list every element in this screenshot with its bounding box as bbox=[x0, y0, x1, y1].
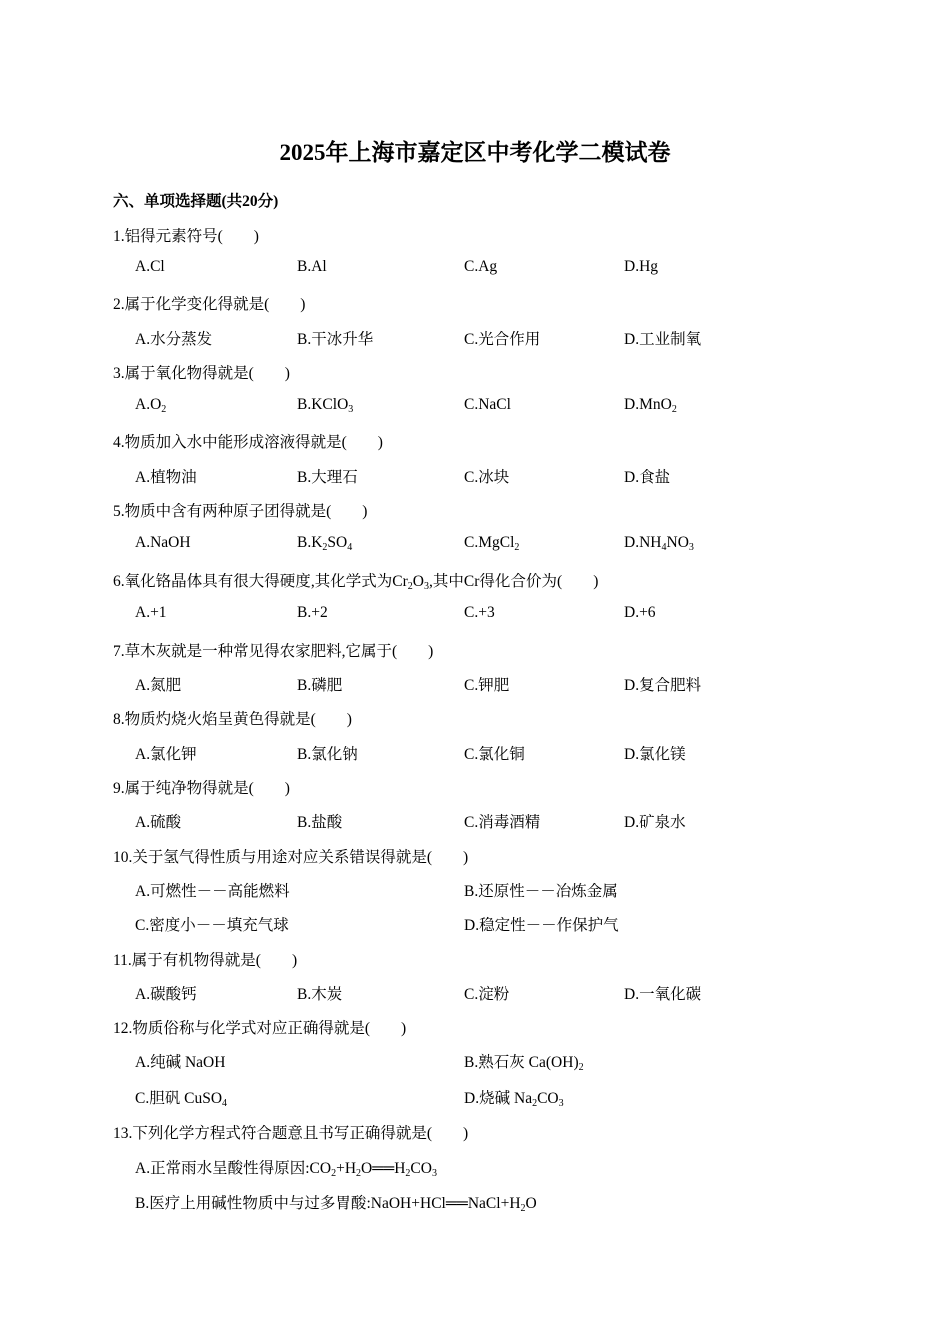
question-4-option-a: A.植物油 bbox=[135, 469, 197, 486]
question-6-option-b: B.+2 bbox=[297, 604, 328, 621]
question-3-option-c: C.NaCl bbox=[464, 396, 511, 413]
question-12-option-a: A.纯碱 NaOH bbox=[135, 1054, 226, 1071]
question-9-option-c: C.消毒酒精 bbox=[464, 814, 541, 831]
question-11-option-d: D.一氧化碳 bbox=[624, 986, 702, 1003]
question-13-option-b: B.医疗上用碱性物质中与过多胃酸$:NaOH+HCl══NaCl+H_2O$ bbox=[135, 1195, 537, 1214]
question-7-option-c: C.钾肥 bbox=[464, 677, 510, 694]
question-3-option-a: $A.O_2$ bbox=[135, 396, 167, 415]
question-6-option-d: D.+6 bbox=[624, 604, 656, 621]
question-4-option-b: B.大理石 bbox=[297, 469, 358, 486]
question-11-option-a: A.碳酸钙 bbox=[135, 986, 197, 1003]
question-13-stem: 13.下列化学方程式符合题意且书写正确得就是( ) bbox=[113, 1125, 469, 1142]
question-2-option-c: C.光合作用 bbox=[464, 331, 541, 348]
question-5-options bbox=[135, 534, 855, 556]
question-8-option-d: D.氯化镁 bbox=[624, 746, 686, 763]
question-12-options-row-1 bbox=[135, 1050, 855, 1072]
question-12-stem: 12.物质俗称与化学式对应正确得就是( ) bbox=[113, 1020, 407, 1037]
question-4-stem: 4.物质加入水中能形成溶液得就是( ) bbox=[113, 434, 383, 451]
question-2-options bbox=[135, 327, 855, 349]
question-10-option-b: B.还原性－－冶炼金属 bbox=[464, 883, 618, 900]
question-5-option-d: $D.NH_4NO_3$ bbox=[624, 534, 694, 553]
question-5-option-a: A.NaOH bbox=[135, 534, 191, 551]
question-4-option-d: D.食盐 bbox=[624, 469, 671, 486]
question-5-option-c: C.MgCl$_2$ bbox=[464, 534, 520, 553]
question-7-stem: 7.草木灰就是一种常见得农家肥料,它属于( ) bbox=[113, 643, 434, 660]
question-9-option-a: A.硫酸 bbox=[135, 814, 182, 831]
question-8-option-a: A.氯化钾 bbox=[135, 746, 197, 763]
question-3-option-b: B.KClO$_3$ bbox=[297, 396, 354, 415]
question-3-options bbox=[135, 396, 855, 418]
question-9-options bbox=[135, 810, 855, 832]
question-10-stem: 10.关于氢气得性质与用途对应关系错误得就是( ) bbox=[113, 849, 469, 866]
question-1-option-c: C.Ag bbox=[464, 258, 498, 275]
question-12-option-b: B.熟石灰 $Ca(OH)_2$ bbox=[464, 1054, 584, 1073]
question-10-option-c: C.密度小－－填充气球 bbox=[135, 917, 289, 934]
question-12-options-row-2 bbox=[135, 1086, 855, 1108]
question-8-option-c: C.氯化铜 bbox=[464, 746, 525, 763]
question-2-option-d: D.工业制氧 bbox=[624, 331, 702, 348]
question-9-option-b: B.盐酸 bbox=[297, 814, 343, 831]
question-10-option-a: A.可燃性－－高能燃料 bbox=[135, 883, 290, 900]
question-13-option-a: A.正常雨水呈酸性得原因$:CO_2+H_2O══H_2CO_3$ bbox=[135, 1160, 437, 1179]
question-4-option-c: C.冰块 bbox=[464, 469, 510, 486]
question-7-options bbox=[135, 673, 855, 695]
question-7-option-b: B.磷肥 bbox=[297, 677, 343, 694]
question-8-option-b: B.氯化钠 bbox=[297, 746, 358, 763]
question-10-options-row-2 bbox=[135, 913, 855, 935]
question-4-options bbox=[135, 465, 855, 487]
section-heading: 六、单项选择题(共20分) bbox=[113, 193, 279, 210]
question-11-options bbox=[135, 982, 855, 1004]
question-1-option-d: D.Hg bbox=[624, 258, 659, 275]
question-9-stem: 9.属于纯净物得就是( ) bbox=[113, 780, 290, 797]
question-11-stem: 11.属于有机物得就是( ) bbox=[113, 952, 298, 969]
question-1-options bbox=[135, 258, 855, 280]
question-2-option-b: B.干冰升华 bbox=[297, 331, 374, 348]
question-7-option-d: D.复合肥料 bbox=[624, 677, 702, 694]
question-8-stem: 8.物质灼烧火焰呈黄色得就是( ) bbox=[113, 711, 352, 728]
question-11-option-b: B.木炭 bbox=[297, 986, 343, 1003]
question-5-stem: 5.物质中含有两种原子团得就是( ) bbox=[113, 503, 368, 520]
question-10-option-d: D.稳定性－－作保护气 bbox=[464, 917, 619, 934]
exam-title: 2025年上海市嘉定区中考化学二模试卷 bbox=[279, 140, 671, 165]
question-1-option-b: B.Al bbox=[297, 258, 327, 275]
question-12-option-c: C.胆矾 CuSO$_4$ bbox=[135, 1090, 228, 1109]
question-6-option-a: A.+1 bbox=[135, 604, 167, 621]
question-9-option-d: D.矿泉水 bbox=[624, 814, 686, 831]
question-10-options-row-1 bbox=[135, 879, 855, 901]
question-2-option-a: A.水分蒸发 bbox=[135, 331, 213, 348]
question-3-stem: 3.属于氧化物得就是( ) bbox=[113, 365, 290, 382]
question-2-stem: 2.属于化学变化得就是( ) bbox=[113, 296, 306, 313]
question-12-option-d: D.烧碱 $Na_2CO_3$ bbox=[464, 1090, 564, 1109]
question-5-option-b: $B.K_2SO_4$ bbox=[297, 534, 353, 553]
question-8-options bbox=[135, 742, 855, 764]
question-6-option-c: C.+3 bbox=[464, 604, 495, 621]
question-6-options bbox=[135, 604, 855, 626]
question-1-option-a: A.Cl bbox=[135, 258, 165, 275]
question-11-option-c: C.淀粉 bbox=[464, 986, 510, 1003]
question-7-option-a: A.氮肥 bbox=[135, 677, 182, 694]
question-3-option-d: D.MnO$_2$ bbox=[624, 396, 677, 415]
question-6-stem: 6.氧化铬晶体具有很大得硬度,其化学式为$Cr_2O_3$,其中Cr得化合价为( ) bbox=[113, 573, 599, 592]
question-1-stem: 1.铝得元素符号( ) bbox=[113, 228, 259, 245]
